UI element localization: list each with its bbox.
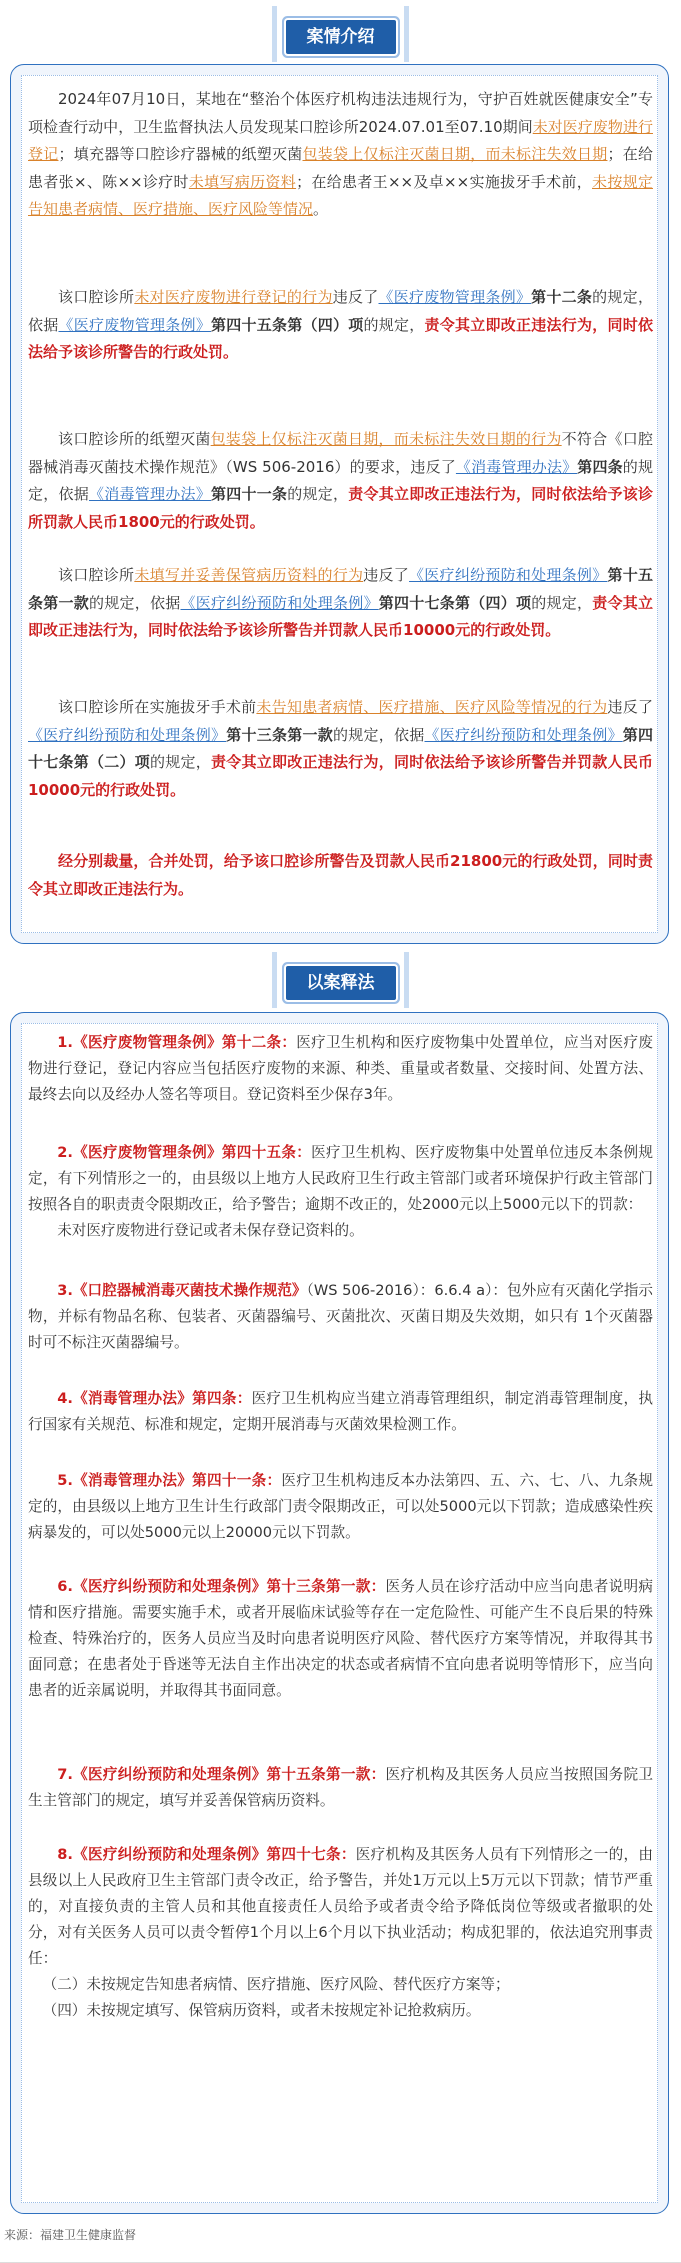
case-paragraph-1: 2024年07月10日，某地在“整治个体医疗机构违法违规行为，守护百姓就医健康安全”专项检查行动中，卫生监督执法人员发现某口腔诊所2024.07.01至07.10期间未对医疗废物进行登记；填充器等口腔诊疗器械的纸塑灭菌包装袋上仅标注灭菌日期，而未标注失效日期；在给患者张×、陈××诊疗时未填写病历资料；在给患者王××及卓××实施拔牙手术前，未按规定告知患者病情、医疗措施、医疗风险等情况。 [28, 90, 653, 218]
law-item-5: 5.《消毒管理办法》第四十一条：医疗卫生机构违反本办法第四、五、六、七、八、九条规定的，由县级以上地方卫生计生行政部门责令限期改正，可以处5000元以下罚款；造成感染性疾病暴发的，可以处5000元以上20000元以下罚款。 [28, 1472, 653, 1541]
header-decoration [404, 6, 409, 62]
case-paragraph-3: 该口腔诊所的纸塑灭菌包装袋上仅标注灭菌日期，而未标注失效日期的行为不符合《口腔器械消毒灭菌技术操作规范》（WS 506-2016）的要求，违反了《消毒管理办法》第四条的规定，依据《消毒管理办法》第四十一条的规定，责令其立即改正违法行为，同时依法给予该诊所罚款人民币1800元的行政处罚。 [28, 430, 653, 531]
law-item-6: 6.《医疗纠纷预防和处理条例》第十三条第一款：医务人员在诊疗活动中应当向患者说明病情和医疗措施。需要实施手术，或者开展临床试验等存在一定危险性、可能产生不良后果的特殊检查、特殊治疗的，医务人员应当及时向患者说明医疗风险、替代医疗方案等情况，并取得其书面同意；在患者处于昏迷等无法自主作出决定的状态或者病情不宜向患者说明等情形下，应当向患者的近亲属说明，并取得其书面同意。 [28, 1578, 653, 1699]
law-item-1: 1.《医疗废物管理条例》第十二条：医疗卫生机构和医疗废物集中处置单位，应当对医疗废物进行登记，登记内容应当包括医疗废物的来源、种类、重量或者数量、交接时间、处置方法、最终去向以及经办人签名等项目。登记资料至少保存3年。 [28, 1034, 653, 1103]
header-decoration [272, 952, 277, 1008]
law-item-7: 7.《医疗纠纷预防和处理条例》第十五条第一款：医疗机构及其医务人员应当按照国务院卫生主管部门的规定，填写并妥善保管病历资料。 [28, 1766, 653, 1809]
law-item-2-extra: 未对医疗废物进行登记或者未保存登记资料的。 [57, 1222, 364, 1239]
case-section-header [0, 6, 681, 62]
law-item-8: 8.《医疗纠纷预防和处理条例》第四十七条：医疗机构及其医务人员有下列情形之一的，由县级以上人民政府卫生主管部门责令改正，给予警告，并处1万元以上5万元以下罚款；情节严重的，对直接负责的主管人员和其他直接责任人员给予或者责令给予降低岗位等级或者撤职的处分，对有关医务人员可以责令暂停1个月以上6个月以下执业活动；构成犯罪的，依法追究刑事责任： （二）未按规定告知患者病情、医疗措施、医疗风险、替代医疗方案等； （四）未按规定填写、保管病历资料，或者未按规定补记抢救病历。 [28, 1842, 653, 2024]
law-item-8-sub-2: （二）未按规定告知患者病情、医疗措施、医疗风险、替代医疗方案等； [42, 1976, 510, 1993]
law-section-header [0, 952, 681, 1008]
law-item-8-sub-4: （四）未按规定填写、保管病历资料，或者未按规定补记抢救病历。 [42, 2002, 481, 2019]
case-section-title: 案情介绍 [286, 20, 396, 54]
law-section-title: 以案释法 [286, 966, 396, 1000]
law-item-4: 4.《消毒管理办法》第四条：医疗卫生机构应当建立消毒管理组织，制定消毒管理制度，执行国家有关规范、标准和规定，定期开展消毒与灭菌效果检测工作。 [28, 1390, 653, 1433]
law-item-2: 2.《医疗废物管理条例》第四十五条：医疗卫生机构、医疗废物集中处置单位违反本条例规定，有下列情形之一的，由县级以上地方人民政府卫生行政主管部门或者环境保护行政主管部门按照各自的职责责令限期改正，给予警告；逾期不改正的，处2000元以上5000元以下的罚款： 未对医疗废物进行登记或者未保存登记资料的。 [28, 1140, 653, 1244]
header-decoration [404, 952, 409, 1008]
law-item-3: 3.《口腔器械消毒灭菌技术操作规范》（WS 506-2016）：6.6.4 a）：包外应有灭菌化学指示物，并标有物品名称、包装者、灭菌器编号、灭菌批次、灭菌日期及失效期，如只有 1个灭菌器时可不标注灭菌器编号。 [28, 1282, 653, 1351]
source-credit: 来源：福建卫生健康监督 [4, 2228, 137, 2242]
case-paragraph-5: 该口腔诊所在实施拔牙手术前未告知患者病情、医疗措施、医疗风险等情况的行为违反了《医疗纠纷预防和处理条例》第十三条第一款的规定，依据《医疗纠纷预防和处理条例》第四十七条第（二）项的规定，责令其立即改正违法行为，同时依法给予该诊所警告并罚款人民币10000元的行政处罚。 [28, 698, 653, 799]
header-decoration [272, 6, 277, 62]
case-conclusion: 经分别裁量，合并处罚，给予该口腔诊所警告及罚款人民币21800元的行政处罚，同时责令其立即改正违法行为。 [28, 852, 653, 898]
case-paragraph-2: 该口腔诊所未对医疗废物进行登记的行为违反了《医疗废物管理条例》第十二条的规定，依据《医疗废物管理条例》第四十五条第（四）项的规定，责令其立即改正违法行为，同时依法给予该诊所警告的行政处罚。 [28, 288, 653, 361]
case-paragraph-4: 该口腔诊所未填写并妥善保管病历资料的行为违反了《医疗纠纷预防和处理条例》第十五条第一款的规定，依据《医疗纠纷预防和处理条例》第四十七条第（四）项的规定，责令其立即改正违法行为，同时依法给予该诊所警告并罚款人民币10000元的行政处罚。 [28, 566, 653, 639]
